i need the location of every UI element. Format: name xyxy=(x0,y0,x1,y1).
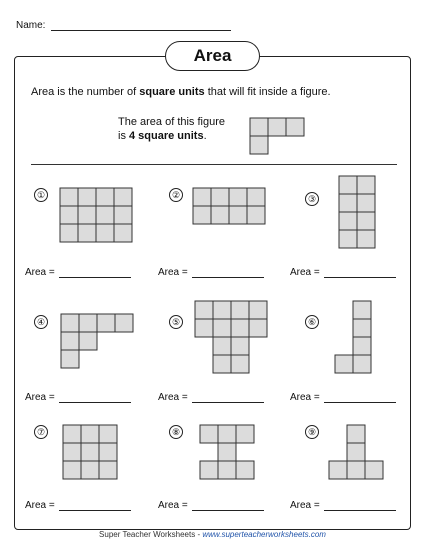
name-line[interactable] xyxy=(51,20,231,31)
problem-number-5: ⑤ xyxy=(169,315,183,329)
problem-8-shape xyxy=(199,424,255,480)
problem-number-9: ⑨ xyxy=(305,425,319,439)
answer-row-8: Area = xyxy=(158,500,264,511)
answer-row-9: Area = xyxy=(290,500,396,511)
answer-row-6: Area = xyxy=(290,392,396,403)
intro-text: Area is the number of square units that will fit inside a figure. xyxy=(31,86,331,98)
answer-row-3: Area = xyxy=(290,267,396,278)
example-line-1: The area of this figure xyxy=(118,116,226,128)
answer-line[interactable] xyxy=(59,268,131,278)
problem-4-shape xyxy=(60,313,134,369)
problem-5-shape xyxy=(194,300,268,374)
problem-9-shape xyxy=(328,424,384,480)
problem-7-shape xyxy=(62,424,118,480)
answer-line[interactable] xyxy=(324,393,396,403)
name-field-row xyxy=(16,20,231,31)
answer-line[interactable] xyxy=(324,268,396,278)
footer-brand: Super Teacher Worksheets - xyxy=(99,530,203,539)
answer-line[interactable] xyxy=(59,501,131,511)
example-line-2: is 4 square units. xyxy=(118,130,207,142)
divider-line xyxy=(31,164,397,165)
answer-row-1: Area = xyxy=(25,267,131,278)
problem-6-shape xyxy=(334,300,372,374)
answer-line[interactable] xyxy=(192,501,264,511)
problem-number-2: ② xyxy=(169,188,183,202)
answer-row-2: Area = xyxy=(158,267,264,278)
problem-number-6: ⑥ xyxy=(305,315,319,329)
problem-number-1: ① xyxy=(34,188,48,202)
problem-number-7: ⑦ xyxy=(34,425,48,439)
answer-row-7: Area = xyxy=(25,500,131,511)
intro-bold: square units xyxy=(139,86,205,98)
footer-link[interactable]: www.superteacherworksheets.com xyxy=(202,530,326,539)
answer-line[interactable] xyxy=(192,393,264,403)
problem-number-3: ③ xyxy=(305,192,319,206)
name-label: Name: xyxy=(16,20,46,31)
problem-number-4: ④ xyxy=(34,315,48,329)
answer-line[interactable] xyxy=(59,393,131,403)
page-title: Area xyxy=(165,41,260,71)
problem-number-8: ⑧ xyxy=(169,425,183,439)
example-shape xyxy=(249,117,305,155)
problem-1-shape xyxy=(59,187,133,243)
answer-line[interactable] xyxy=(192,268,264,278)
answer-row-5: Area = xyxy=(158,392,264,403)
answer-line[interactable] xyxy=(324,501,396,511)
footer xyxy=(0,530,425,539)
problem-3-shape xyxy=(338,175,376,249)
problem-2-shape xyxy=(192,187,266,225)
answer-row-4: Area = xyxy=(25,392,131,403)
example-text xyxy=(118,115,225,143)
